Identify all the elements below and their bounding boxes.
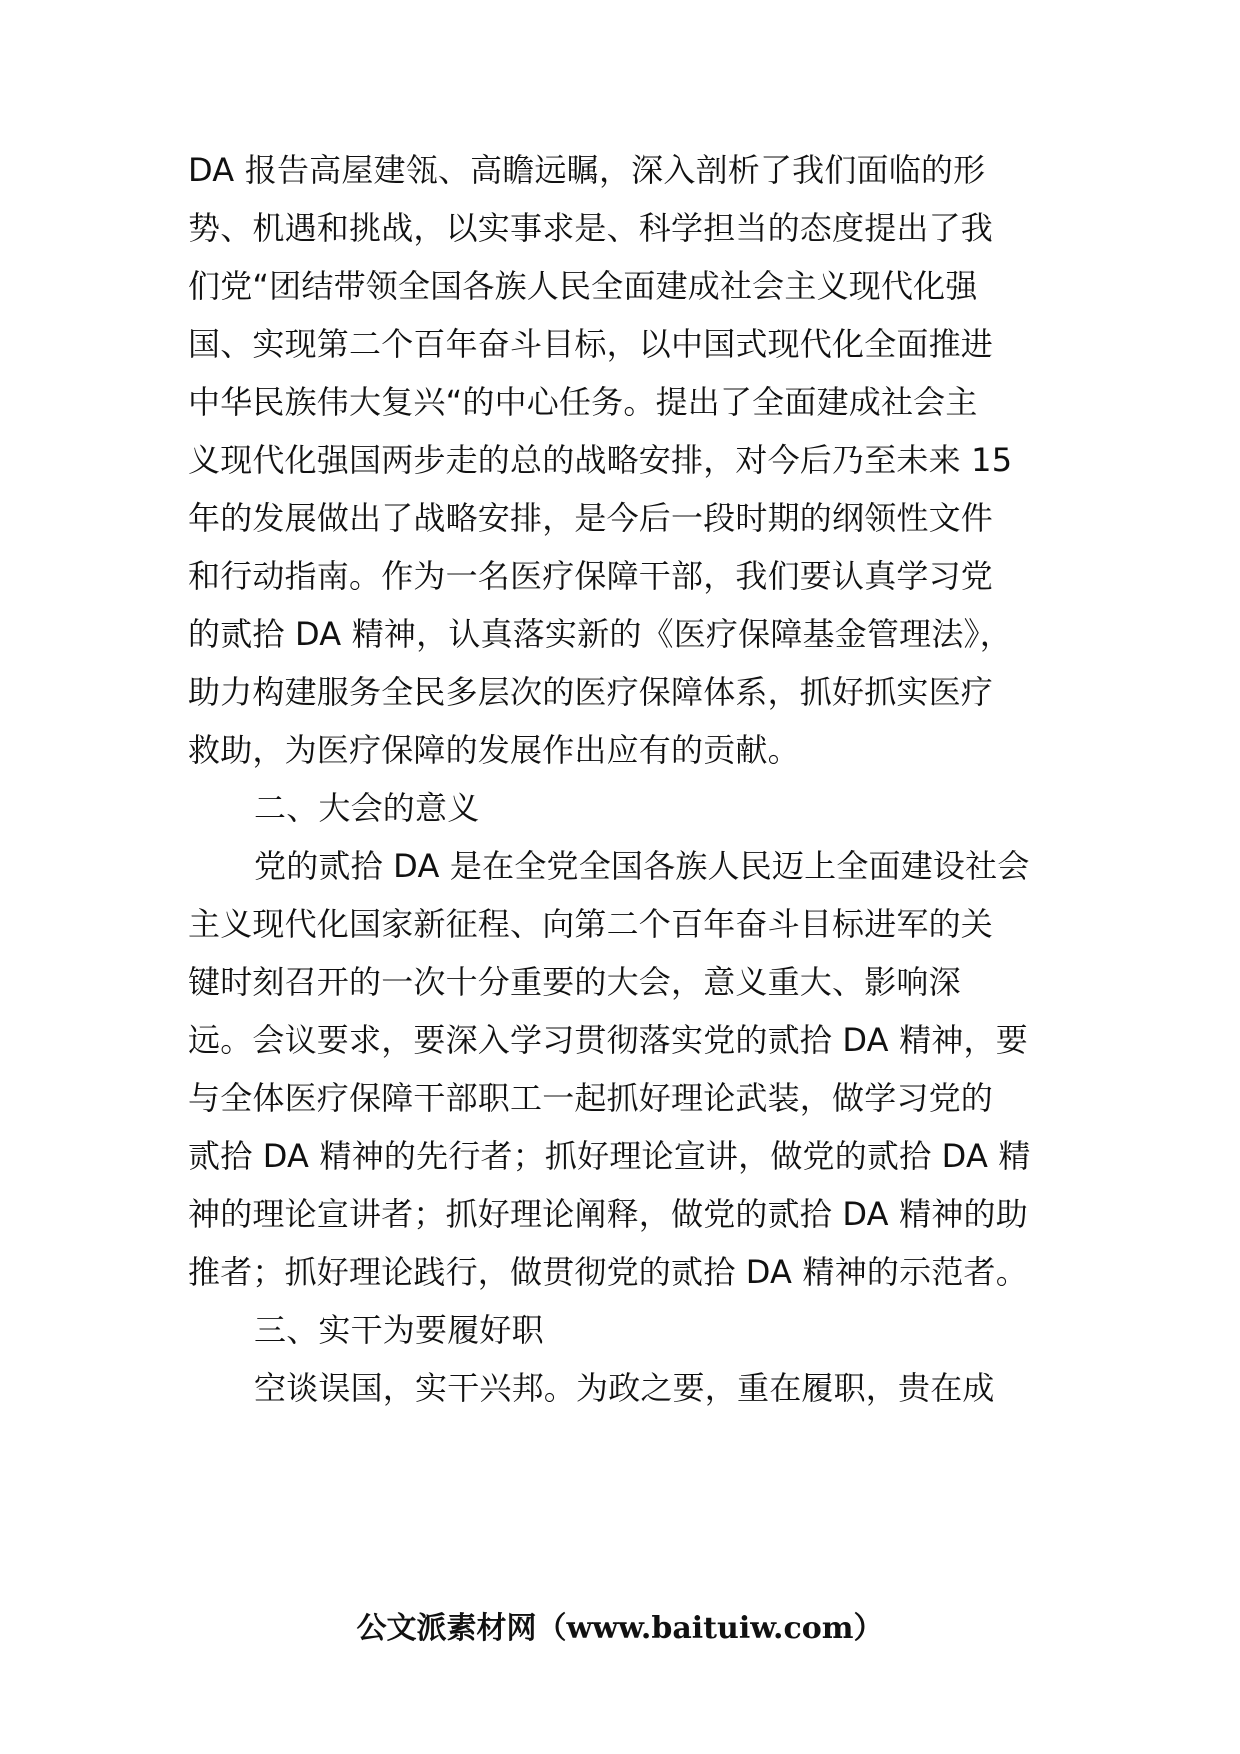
paragraph-line: 义现代化强国两步走的总的战略安排，对今后乃至未来 15 (188, 441, 1013, 479)
section-heading: 二、大会的意义 (254, 789, 480, 827)
paragraph-line: 空谈误国，实干兴邦。为政之要，重在履职，贵在成 (254, 1369, 995, 1407)
paragraph-line: 和行动指南。作为一名医疗保障干部，我们要认真学习党 (188, 557, 994, 595)
paragraph-line: 国、实现第二个百年奋斗目标，以中国式现代化全面推进 (188, 325, 994, 363)
paragraph-line: DA 报告高屋建瓴、高瞻远瞩，深入剖析了我们面临的形 (188, 151, 986, 189)
paragraph-line: 中华民族伟大复兴“的中心任务。提出了全面建成社会主 (188, 383, 978, 421)
section-heading: 三、实干为要履好职 (254, 1311, 544, 1349)
paragraph-line: 推者；抓好理论践行，做贯彻党的贰拾 DA 精神的示范者。 (188, 1253, 1028, 1291)
paragraph-line: 与全体医疗保障干部职工一起抓好理论武装，做学习党的 (188, 1079, 994, 1117)
paragraph-line: 远。会议要求，要深入学习贯彻落实党的贰拾 DA 精神，要 (188, 1021, 1028, 1059)
paragraph-line: 年的发展做出了战略安排，是今后一段时期的纲领性文件 (188, 499, 994, 537)
paragraph-line: 主义现代化国家新征程、向第二个百年奋斗目标进军的关 (188, 905, 994, 943)
paragraph-line: 势、机遇和挑战，以实事求是、科学担当的态度提出了我 (188, 209, 994, 247)
paragraph-line: 键时刻召开的一次十分重要的大会，意义重大、影响深 (188, 963, 961, 1001)
paragraph-line: 贰拾 DA 精神的先行者；抓好理论宣讲，做党的贰拾 DA 精 (188, 1137, 1031, 1175)
paragraph-line: 们党“团结带领全国各族人民全面建成社会主义现代化强 (188, 267, 978, 305)
footer-watermark: 公文派素材网（www.baituiw.com） (356, 1611, 884, 1646)
paragraph-line: 党的贰拾 DA 是在全党全国各族人民迈上全面建设社会 (254, 847, 1030, 885)
paragraph-line: 神的理论宣讲者；抓好理论阐释，做党的贰拾 DA 精神的助 (188, 1195, 1028, 1233)
paragraph-line: 救助，为医疗保障的发展作出应有的贡献。 (188, 731, 800, 769)
paragraph-line: 的贰拾 DA 精神，认真落实新的《医疗保障基金管理法》， (188, 615, 1012, 653)
paragraph-line: 助力构建服务全民多层次的医疗保障体系，抓好抓实医疗 (188, 673, 994, 711)
